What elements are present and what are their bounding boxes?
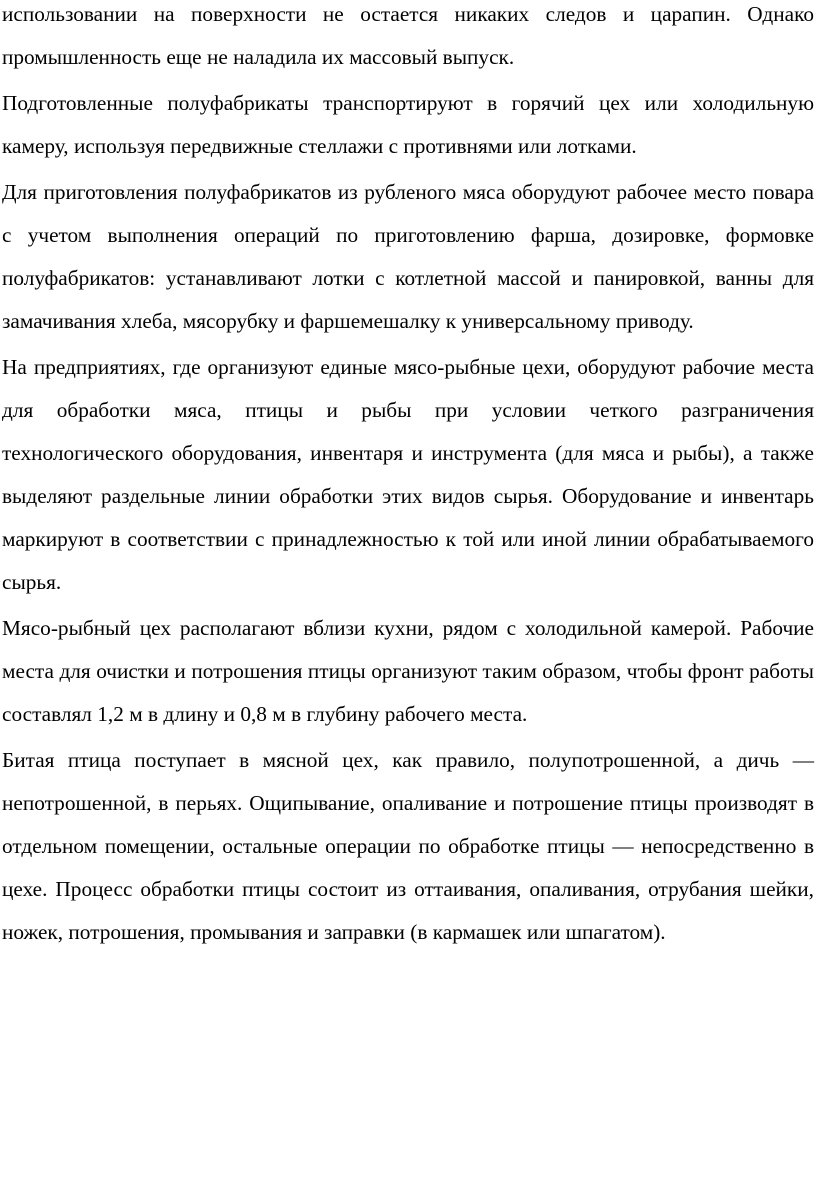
paragraph-3: Для приготовления полуфабрикатов из рубленого мяса оборудуют рабочее место повара с учетом выполнения операций по приготовлению фарша, дозировке, формовке полуфабрикатов: устанавливают лотки с котлетной массой и панировкой, ванны для замачивания хлеба, мясорубку и фаршемешалку к универсальному приводу. <box>2 180 814 333</box>
paragraph-2: Подготовленные полуфабрикаты транспортируют в горячий цех или холодильную камеру, используя передвижные стеллажи с противнями или лотками. <box>2 91 814 158</box>
paragraph-4: На предприятиях, где организуют единые мясо-рыбные цехи, оборудуют рабочие места для обработки мяса, птицы и рыбы при условии четкого разграничения технологического оборудования, инвентаря и инструмента (для мяса и рыбы), а также выделяют раздельные линии обработки этих видов сырья. Оборудование и инвентарь маркируют в соответствии с принадлежностью к той или иной линии обрабатываемого сырья. <box>2 355 814 594</box>
paragraph-5: Мясо-рыбный цех располагают вблизи кухни, рядом с холодильной камерой. Рабочие места для очистки и потрошения птицы организуют таким образом, чтобы фронт работы составлял 1,2 м в длину и 0,8 м в глубину рабочего места. <box>2 616 814 726</box>
paragraph-1: использовании на поверхности не остается никаких следов и царапин. Однако промышленность еще не наладила их массовый выпуск. <box>2 2 814 69</box>
paragraph-6: Битая птица поступает в мясной цех, как правило, полупотрошенной, а дичь — непотрошенной, в перьях. Ощипывание, опаливание и потрошение птицы производят в отдельном помещении, остальные операции по обработке птицы — непосредственно в цехе. Процесс обработки птицы состоит из оттаивания, опаливания, отрубания шейки, ножек, потрошения, промывания и заправки (в кармашек или шпагатом). <box>2 748 814 944</box>
